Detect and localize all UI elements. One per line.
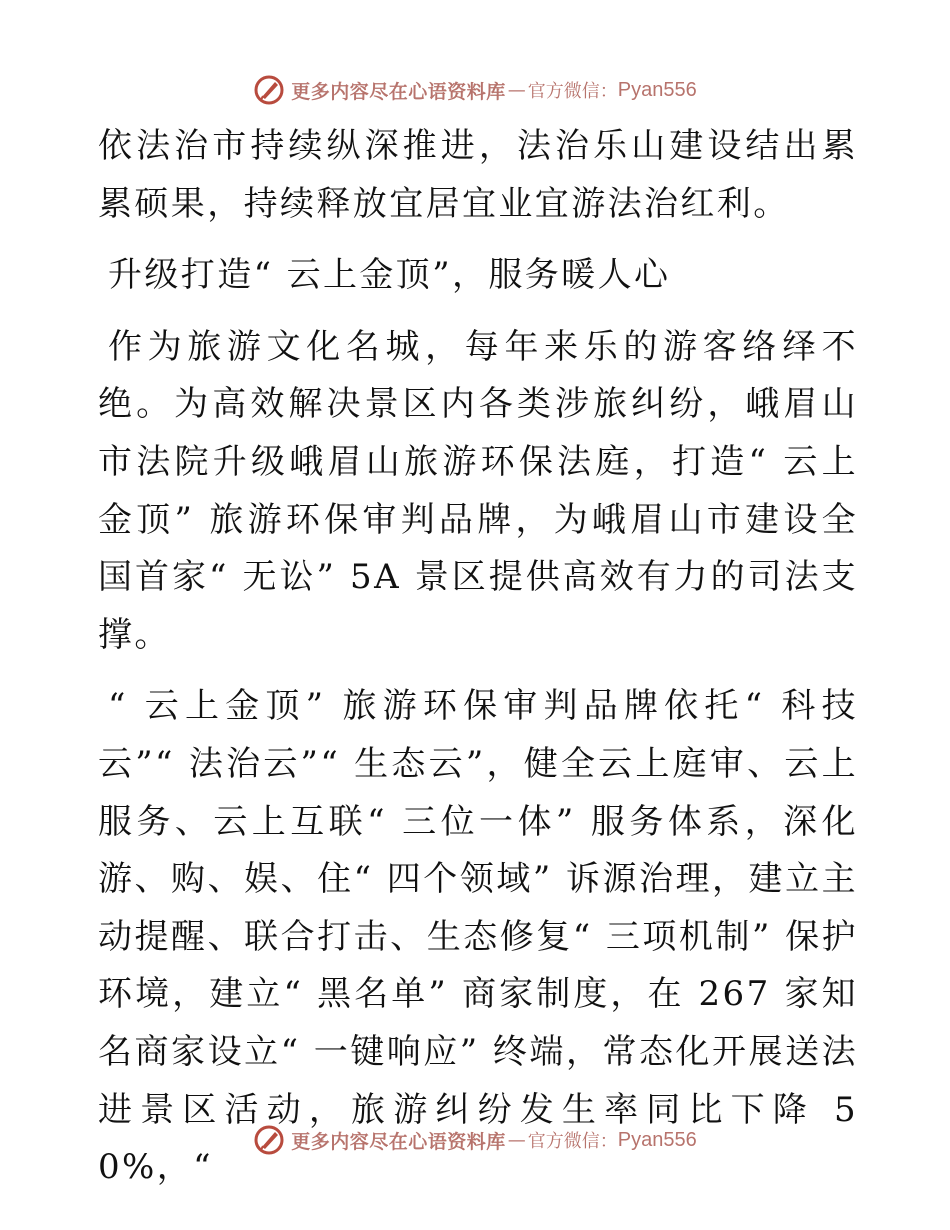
footer-banner <box>0 1120 950 1160</box>
banner-sub-text: 官方微信： <box>527 81 618 102</box>
banner-sub-text: 官方微信： <box>527 1131 618 1152</box>
banner-wechat-id: Pyan556 <box>617 78 697 101</box>
banner-main-text: 更多内容尽在心语资料库 <box>291 1130 506 1153</box>
quill-circle-icon <box>253 1124 285 1156</box>
banner-main-text: 更多内容尽在心语资料库 <box>291 80 506 103</box>
quill-circle-icon <box>253 74 285 106</box>
paragraph: 依法治市持续纵深推进，法治乐山建设结出累累硕果，持续释放宜居宜业宜游法治红利。 <box>98 126 858 224</box>
banner-separator: — <box>507 79 526 101</box>
banner-separator: — <box>507 1129 526 1151</box>
document-body <box>98 118 858 1197</box>
paragraph: “ 云上金顶” 旅游环保审判品牌依托“ 科技云”“ 法治云”“ 生态云”，健全云上庭审、云上服务、云上互联“ 三位一体” 服务体系，深化游、购、娱、住“ 四个领域” 诉源治理，建立主动提醒、联合打击、生态修复“ 三项机制” 保护环境，建立“ 黑名单” 商家制度，在 267 家知名商家设立“ 一键响应” 终端，常态化开展送法进景区活动，旅游纠纷发生率同比下降 50%，“ <box>98 686 858 1188</box>
paragraph: 作为旅游文化名城，每年来乐的游客络绎不绝。为高效解决景区内各类涉旅纠纷，峨眉山市法院升级峨眉山旅游环保法庭，打造“ 云上金顶” 旅游环保审判品牌，为峨眉山市建设全国首家“ 无讼” 5A 景区提供高效有力的司法支撑。 <box>98 326 858 655</box>
header-banner <box>0 70 950 110</box>
banner-wechat-id: Pyan556 <box>617 1128 697 1151</box>
section-heading: 升级打造“ 云上金顶”，服务暖人心 <box>108 255 671 296</box>
